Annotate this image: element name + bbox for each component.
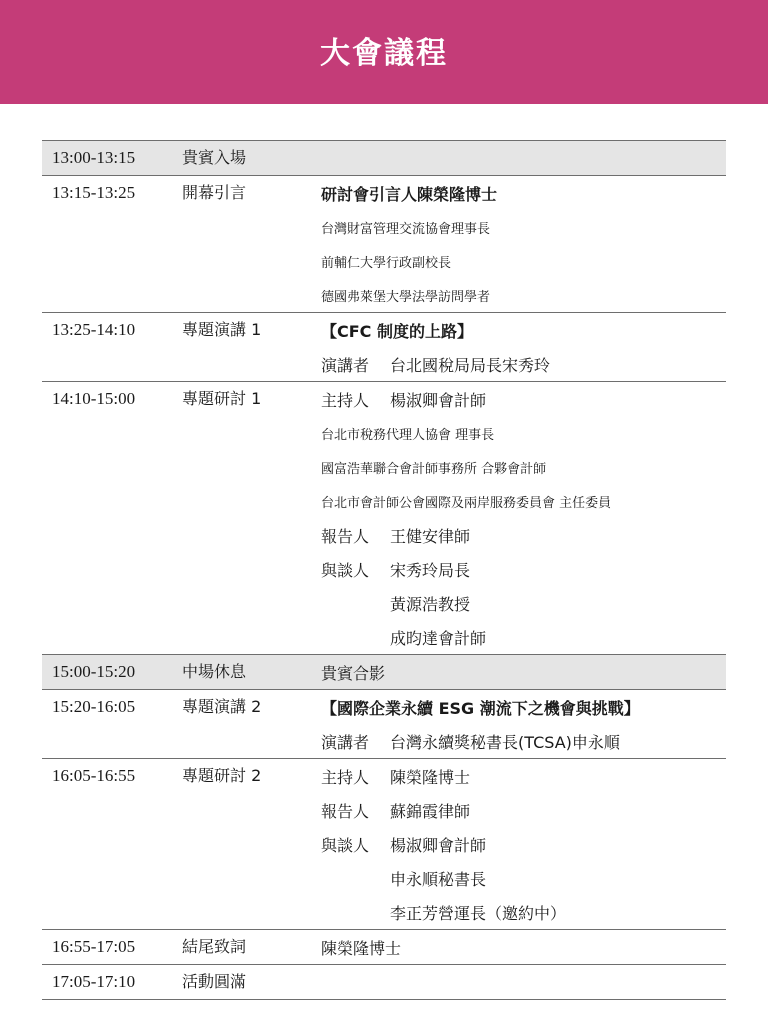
role-label: 主持人 [321, 390, 370, 410]
agenda-time: 14:10-15:00 [52, 389, 136, 408]
detail-line: 陳榮隆博士 [321, 938, 402, 958]
page-title: 大會議程 [320, 36, 448, 71]
speaker-name: 王健安律師 [390, 526, 471, 546]
topic-line: 【CFC 制度的上路】 [321, 321, 473, 341]
agenda-time: 15:00-15:20 [52, 662, 136, 681]
agenda-time: 15:20-16:05 [52, 697, 136, 716]
agenda-session: 專題演講 2 [182, 697, 262, 716]
agenda-session: 開幕引言 [182, 183, 247, 202]
agenda-row [42, 175, 726, 312]
agenda-row [42, 312, 726, 381]
speaker-name: 楊淑卿會計師 [390, 835, 487, 855]
agenda-time: 13:00-13:15 [52, 148, 136, 167]
speaker-name: 李正芳營運長（邀約中） [390, 903, 567, 923]
speaker-line [321, 552, 726, 586]
agenda-session: 貴賓入場 [182, 148, 247, 167]
speaker-name: 台北國稅局局長宋秀玲 [390, 355, 551, 375]
speaker-name: 黃源浩教授 [390, 594, 471, 614]
role-label: 報告人 [321, 526, 370, 546]
speaker-title: 台北市會計師公會國際及兩岸服務委員會 主任委員 [321, 495, 612, 511]
agenda-time: 13:25-14:10 [52, 320, 136, 339]
speaker-title: 前輔仁大學行政副校長 [321, 255, 452, 271]
speaker-title: 德國弗萊堡大學法學訪問學者 [321, 289, 491, 305]
speaker-line [321, 382, 726, 416]
agenda-table [42, 140, 726, 1000]
speaker-line [321, 518, 726, 552]
role-label: 演講者 [321, 355, 370, 375]
agenda-time: 13:15-13:25 [52, 183, 136, 202]
agenda-session: 專題研討 2 [182, 766, 262, 785]
agenda-time: 17:05-17:10 [52, 972, 136, 991]
speaker-title: 台灣財富管理交流協會理事長 [321, 221, 491, 237]
agenda-session: 中場休息 [182, 662, 247, 681]
role-label: 演講者 [321, 732, 370, 752]
agenda-time: 16:05-16:55 [52, 766, 136, 785]
agenda-row [42, 689, 726, 758]
agenda-session: 活動圓滿 [182, 972, 247, 991]
agenda-row [42, 381, 726, 654]
agenda-session: 專題演講 1 [182, 320, 262, 339]
header-banner [0, 0, 768, 104]
speaker-line [321, 724, 726, 758]
agenda-session: 結尾致詞 [182, 937, 247, 956]
speaker-name: 申永順秘書長 [390, 869, 487, 889]
speaker-line: 研討會引言人陳榮隆博士 [321, 184, 498, 204]
agenda-detail [321, 141, 726, 175]
agenda-detail [321, 965, 726, 999]
speaker-line [321, 347, 726, 381]
agenda-row [42, 654, 726, 689]
speaker-name: 宋秀玲局長 [390, 560, 471, 580]
agenda-session: 專題研討 1 [182, 389, 262, 408]
agenda-detail [321, 313, 726, 381]
role-label: 與談人 [321, 560, 370, 580]
agenda-row [42, 929, 726, 964]
speaker-name: 楊淑卿會計師 [390, 390, 487, 410]
speaker-title: 國富浩華聯合會計師事務所 合夥會計師 [321, 461, 547, 477]
agenda-time: 16:55-17:05 [52, 937, 136, 956]
speaker-line [321, 793, 726, 827]
role-label: 報告人 [321, 801, 370, 821]
speaker-line [321, 759, 726, 793]
agenda-detail [321, 690, 726, 758]
agenda-detail [321, 930, 726, 964]
agenda-detail [321, 382, 726, 654]
detail-line: 貴賓合影 [321, 663, 386, 683]
role-label: 主持人 [321, 767, 370, 787]
speaker-name: 蘇錦霞律師 [390, 801, 471, 821]
agenda-detail [321, 759, 726, 929]
speaker-name: 陳榮隆博士 [390, 767, 471, 787]
speaker-title: 台北市稅務代理人協會 理事長 [321, 427, 495, 443]
agenda-row [42, 964, 726, 1000]
agenda-row [42, 758, 726, 929]
agenda-row [42, 140, 726, 175]
agenda-detail [321, 176, 726, 312]
role-label: 與談人 [321, 835, 370, 855]
agenda-detail [321, 655, 726, 689]
speaker-line [321, 827, 726, 861]
topic-line: 【國際企業永續 ESG 潮流下之機會與挑戰】 [321, 698, 640, 718]
speaker-name: 台灣永續獎秘書長(TCSA)申永順 [390, 732, 620, 752]
speaker-name: 成昀達會計師 [390, 628, 487, 648]
